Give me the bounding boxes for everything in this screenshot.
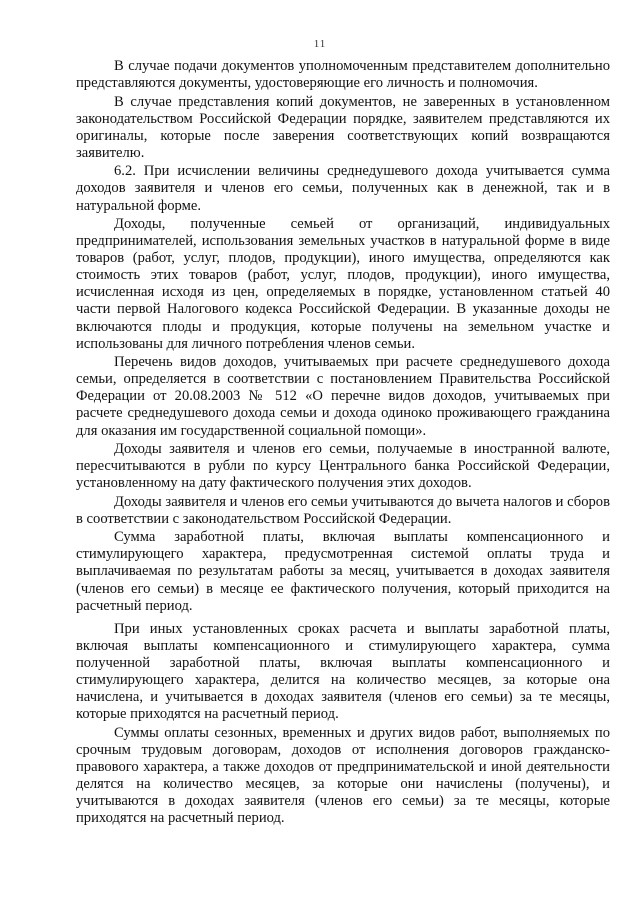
paragraph-income-types-list: Перечень видов доходов, учитываемых при расчете среднедушевого дохода семьи, определяется в соответствии с постановлением Правительства Российской Федерации от 20.08.2003 № 512 «О перечне видов доходов, учитываемых при расчете среднедушевого дохода семьи и дохода одиноко проживающего гражданина для оказания им государственной социальной помощи». [76,354,610,439]
document-body [76,58,610,829]
page-number: 11 [313,38,327,50]
paragraph-copies-originals: В случае представления копий документов, не заверенных в установленном законодательством Российской Федерации порядке, заявителем представляются их оригиналы, которые после заверения соответствующих копий возвращаются заявителю. [76,93,610,161]
paragraph-monthly-salary: Сумма заработной платы, включая выплаты компенсационного и стимулирующего характера, предусмотренная системой оплаты труда и выплачиваемая по результатам работы за месяц, учитывается в доходах заявителя (членов его семьи) в месяце ее фактического получения, который приходится на расчетный период. [76,529,610,614]
paragraph-before-taxes: Доходы заявителя и членов его семьи учитываются до вычета налогов и сборов в соответствии с законодательством Российской Федерации. [76,493,610,527]
paragraph-representative-documents: В случае подачи документов уполномоченным представителем дополнительно представляются документы, удостоверяющие его личность и полномочия. [76,58,610,92]
paragraph-seasonal-work: Суммы оплаты сезонных, временных и других видов работ, выполняемых по срочным трудовым договорам, доходов от исполнения договоров гражданско-правового характера, а также доходов от предпринимательской и иной деятельности делятся на количество месяцев, за которые они начислены (получены), и учитываются в доходах заявителя (членов его семьи) за те месяцы, которые приходятся на расчетный период. [76,724,610,827]
paragraph-foreign-currency: Доходы заявителя и членов его семьи, получаемые в иностранной валюте, пересчитываются в рубли по курсу Центрального банка Российской Федерации, установленному на дату фактического получения этих доходов. [76,441,610,492]
paragraph-6-2-income-calculation: 6.2. При исчислении величины среднедушевого дохода учитывается сумма доходов заявителя и членов его семьи, полученных как в денежной, так и в натуральной форме. [76,163,610,214]
paragraph-other-salary-terms: При иных установленных сроках расчета и выплаты заработной платы, включая выплаты компенсационного и стимулирующего характера, сумма полученной заработной платы, включая выплаты компенсационного и стимулирующего характера, делится на количество месяцев, за которые она начислена, и учитывается в доходах заявителя (членов его семьи) за те месяцы, которые приходятся на расчетный период. [76,620,610,723]
paragraph-natural-income: Доходы, полученные семьей от организаций, индивидуальных предпринимателей, использования земельных участков в натуральной форме в виде товаров (работ, услуг, плодов, продукции), иного имущества, определяются как стоимость этих товаров (работ, услуг, плодов, продукции), иного имущества, исчисленная исходя из цен, определяемых в порядке, установленном статьей 40 части первой Налогового кодекса Российской Федерации. В указанные доходы не включаются плоды и продукция, которые получены на земельном участке и использованы для личного потребления членов семьи. [76,216,610,352]
